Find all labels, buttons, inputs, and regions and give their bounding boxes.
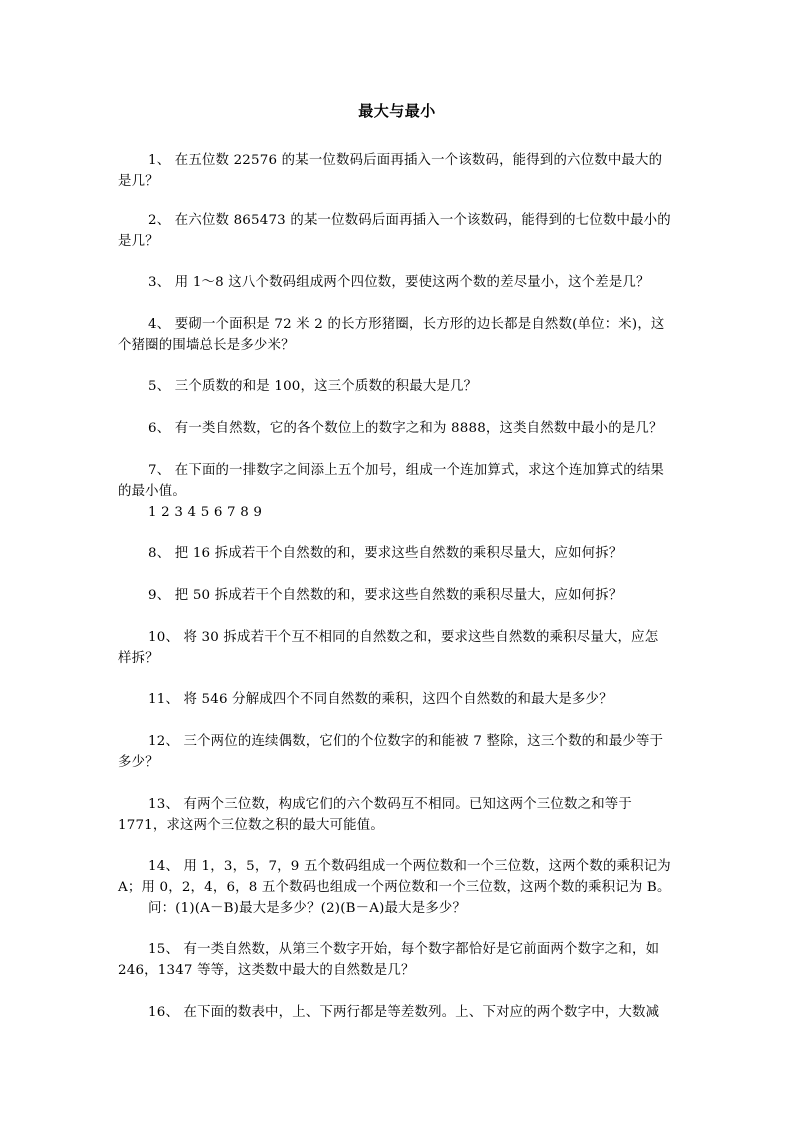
question-14 (118, 856, 678, 919)
question-13 (118, 794, 678, 836)
question-12 (118, 731, 678, 773)
question-16 (118, 1002, 678, 1023)
question-line: 7、 在下面的一排数字之间添上五个加号，组成一个连加算式，求这个连加算式的结果 (148, 463, 665, 478)
question-1 (118, 150, 678, 192)
question-line: 5、 三个质数的和是 100，这三个质数的积最大是几？ (148, 379, 478, 394)
question-4 (118, 314, 678, 356)
question-line: 15、 有一类自然数，从第三个数字开始，每个数字都恰好是它前面两个数字之和，如 (148, 942, 660, 957)
question-line: 是几？ (118, 234, 159, 249)
question-5 (118, 376, 678, 397)
question-line: 2、 在六位数 865473 的某一位数码后面再插入一个该数码，能得到的七位数中最小的 (148, 213, 671, 228)
question-15 (118, 939, 678, 981)
question-line: 1771，求这两个三位数之积的最大可能值。 (118, 818, 384, 833)
question-line: 13、 有两个三位数，构成它们的六个数码互不相同。已知这两个三位数之和等于 (148, 797, 632, 812)
question-line: 9、 把 50 拆成若干个自然数的和，要求这些自然数的乘积尽量大，应如何拆？ (148, 588, 623, 603)
page-title: 最大与最小 (358, 102, 436, 120)
question-6 (118, 418, 678, 439)
question-line: 3、 用 1～8 这八个数码组成两个四位数，要使这两个数的差尽量小，这个差是几？ (148, 275, 650, 290)
question-line: 1 2 3 4 5 6 7 8 9 (148, 505, 263, 520)
question-line: 1、 在五位数 22576 的某一位数码后面再插入一个该数码，能得到的六位数中最大的 (148, 153, 663, 168)
question-line: 4、 要砌一个面积是 72 米 2 的长方形猪圈，长方形的边长都是自然数(单位：米)，这 (148, 317, 665, 332)
question-line: 问：(1)(A－B)最大是多少？(2)(B－A)最大是多少？ (148, 901, 467, 916)
question-line: 11、 将 546 分解成四个不同自然数的乘积，这四个自然数的和最大是多少？ (148, 692, 613, 707)
question-7 (118, 460, 678, 523)
question-line: 个猪圈的围墙总长是多少米？ (118, 338, 295, 353)
question-8 (118, 543, 678, 564)
question-line: 246，1347 等等，这类数中最大的自然数是几？ (118, 963, 415, 978)
question-10 (118, 627, 678, 669)
question-line: 样拆？ (118, 651, 159, 666)
question-line: 的最小值。 (118, 484, 186, 499)
question-line: 8、 把 16 拆成若干个自然数的和，要求这些自然数的乘积尽量大，应如何拆？ (148, 546, 623, 561)
question-line: 16、 在下面的数表中，上、下两行都是等差数列。上、下对应的两个数字中，大数减 (148, 1005, 660, 1020)
question-2 (118, 210, 678, 252)
question-line: 10、 将 30 拆成若干个互不相同的自然数之和，要求这些自然数的乘积尽量大，应怎 (148, 630, 659, 645)
question-line: 是几？ (118, 174, 159, 189)
question-11 (118, 689, 678, 710)
question-9 (118, 585, 678, 606)
question-line: 12、 三个两位的连续偶数，它们的个位数字的和能被 7 整除，这三个数的和最少等于 (148, 734, 664, 749)
question-line: 多少？ (118, 755, 159, 770)
question-line: 14、 用 1，3，5，7，9 五个数码组成一个两位数和一个三位数，这两个数的乘积记为 (148, 859, 671, 874)
question-line: 6、 有一类自然数，它的各个数位上的数字之和为 8888，这类自然数中最小的是几？ (148, 421, 663, 436)
question-line: A；用 0，2，4，6，8 五个数码也组成一个两位数和一个三位数，这两个数的乘积记为 B。 (118, 880, 671, 895)
question-3 (118, 272, 678, 293)
